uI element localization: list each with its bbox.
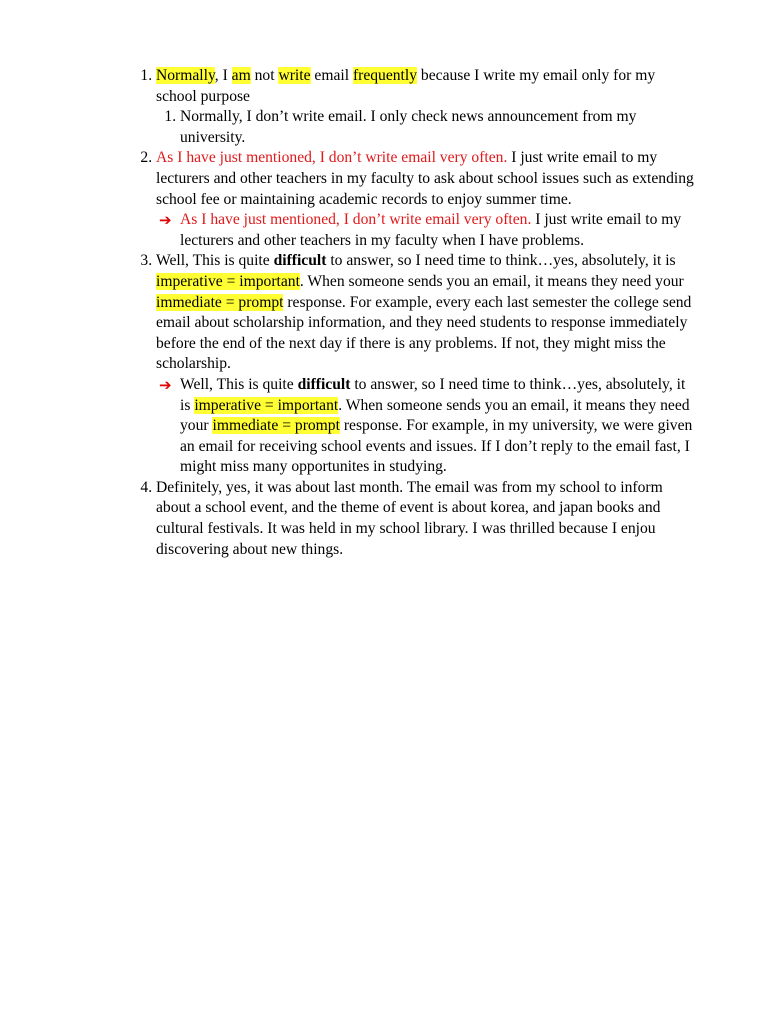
highlight-immediate: immediate = prompt — [212, 417, 340, 435]
highlight-write: write — [278, 67, 311, 84]
revised-answer-2: ➔ As I have just mentioned, I don’t write email very often. I just write email to my lecturers and other teachers in my faculty when I have problems. — [159, 211, 682, 249]
document-body — [128, 66, 698, 560]
red-arrow-icon: ➔ — [159, 211, 172, 230]
bold-difficult: difficult — [297, 375, 351, 393]
list-item-2: 2. As I have just mentioned, I don’t write email very often. I just write email to my lecturers and other teachers in my faculty to ask about school issues such as extending school fee or maintaining academic records to enjoy summer time. ➔ As I have just mentioned, I don’t write email very often. I just write email to my lecturers and other teachers in my faculty when I have problems. — [156, 148, 698, 251]
red-text: As I have just mentioned, I don’t write email very often. — [156, 149, 508, 167]
list-item-4: 4. Definitely, yes, it was about last month. The email was from my school to inform about a school event, and the theme of event is about korea, and japan books and cultural festivals. It was held in my school library. I was thrilled because I enjou discovering about new things. — [156, 478, 698, 560]
red-text: As I have just mentioned, I don’t write email very often. — [180, 211, 532, 229]
highlight-frequently: frequently — [352, 67, 418, 84]
highlight-immediate: immediate = prompt — [156, 293, 284, 311]
red-arrow-icon: ➔ — [159, 375, 172, 394]
sub-item-1: 1. Normally, I don’t write email. I only check news announcement from my university. — [180, 107, 698, 148]
answer-list — [128, 66, 698, 560]
highlight-imperative: imperative = important — [194, 396, 339, 414]
bold-difficult: difficult — [273, 252, 327, 270]
list-item-1: 1. Normally, I am not write email frequently because I write my email only for my school purpose 1. Normally, I don’t write email. I only check news announcement from my university. — [156, 66, 698, 148]
revised-answer-3: ➔ Well, This is quite difficult to answer, so I need time to think…yes, absolutely, it is imperative = important. When someone sends you an email, it means they need your immediate = prompt response. For example, in my university, we were given an email for receiving school events and issues. If I don’t reply to the email fast, I might miss many opportunites in studying. — [159, 375, 693, 476]
highlight-imperative: imperative = important — [156, 272, 300, 290]
list-item-3: 3. Well, This is quite difficult to answer, so I need time to think…yes, absolutely, it is imperative = important. When someone sends you an email, it means they need your immediate = prompt response. For example, every each last semester the college send email about scholarship information, and they need students to response immediately before the end of the next day if there is any problems. If not, they might miss the scholarship. ➔ Well, This is quite difficult to answer, so I need time to think…yes, absolutely, it is imperative = important. When someone sends you an email, it means they need your immediate = prompt response. For example, in my university, we were given an email for receiving school events and issues. If I don’t reply to the email fast, I might miss many opportunites in studying. — [156, 251, 698, 478]
highlight-normally: Normally — [156, 67, 215, 84]
sub-list-1 — [156, 107, 698, 148]
highlight-am: am — [231, 67, 251, 84]
